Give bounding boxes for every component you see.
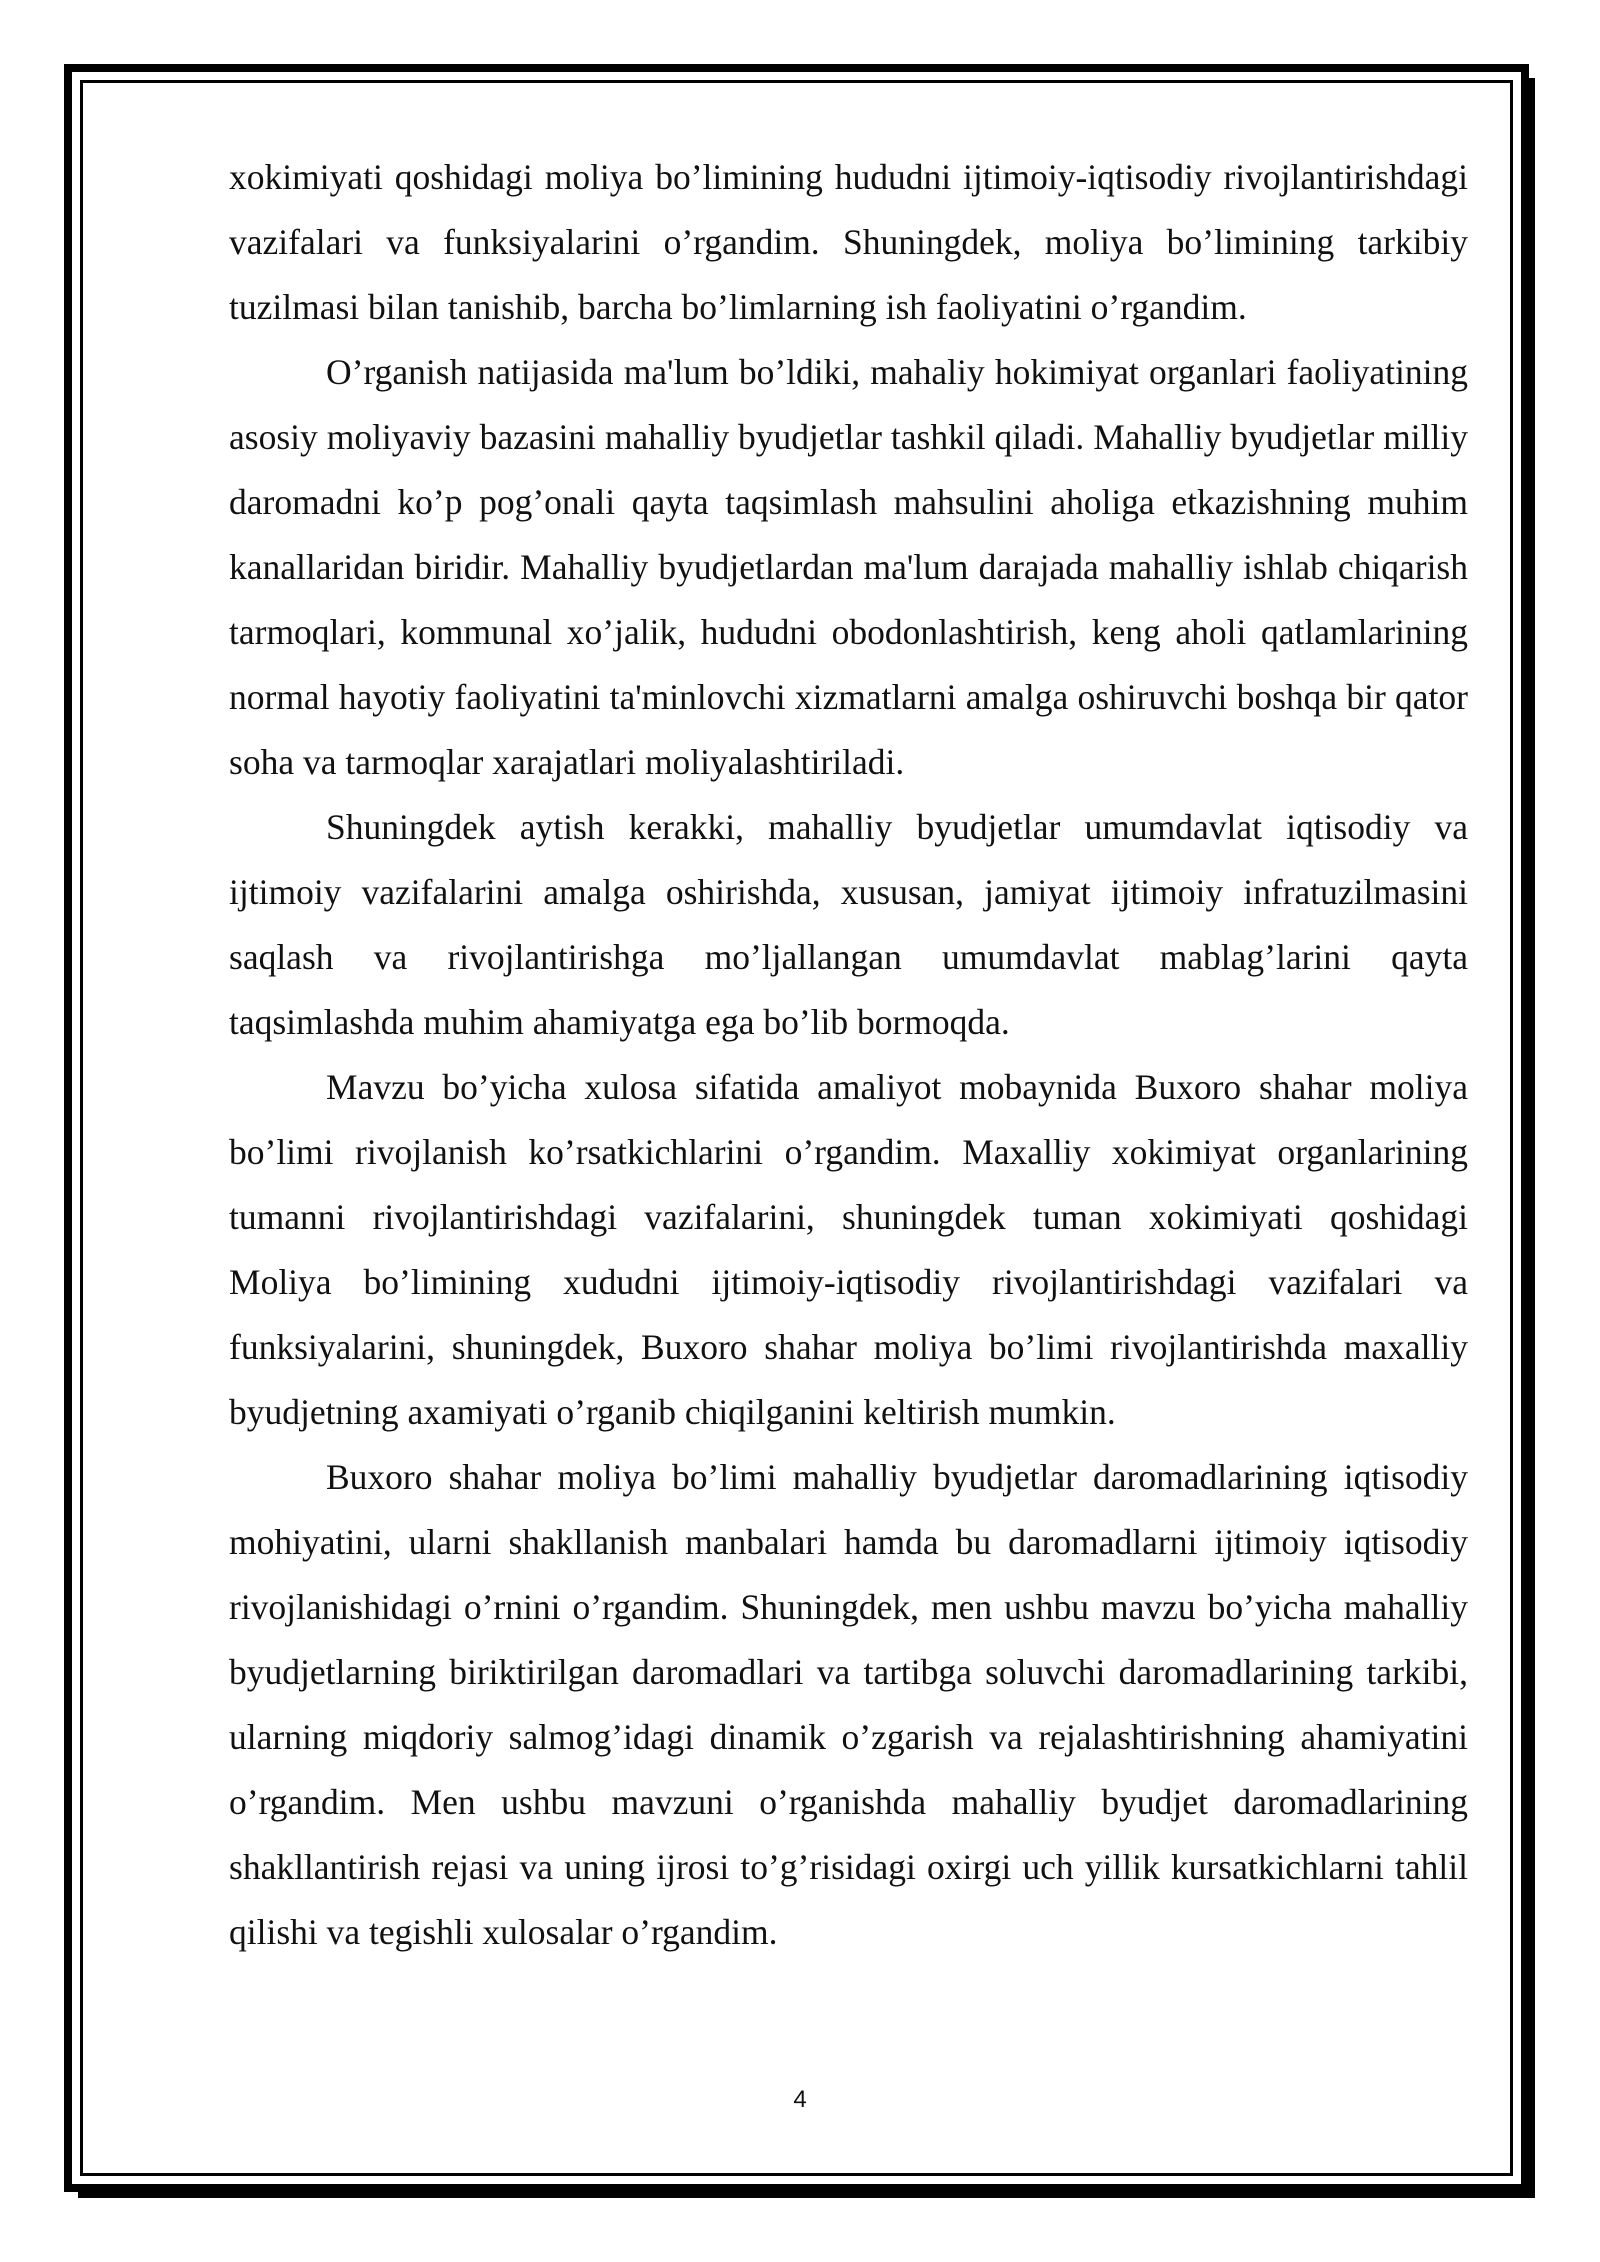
paragraph-1: xokimiyati qoshidagi moliya bo’limining hududni ijtimoiy-iqtisodiy rivojlantirishdagi vazifalari va funksiyalarini o’rgandim. Shuningdek, moliya bo’limining tarkibiy tuzilmasi bilan tanishib, barcha bo’limlarning ish faoliyatini o’rgandim. bbox=[229, 157, 1468, 327]
paragraph-4: Mavzu bo’yicha xulosa sifatida amaliyot mobaynida Buxoro shahar moliya bo’limi rivojlanish ko’rsatkichlarini o’rgandim. Maxalliy xokimiyat organlarining tumanni rivojlantirishdagi vazifalarini, shuningdek tuman xokimiyati qoshidagi Moliya bo’limining xududni ijtimoiy-iqtisodiy rivojlantirishdagi vazifalari va funksiyalarini, shuningdek, Buxoro shahar moliya bo’limi rivojlantirishda maxalliy byudjetning axamiyati o’rganib chiqilganini keltirish mumkin. bbox=[229, 1067, 1468, 1432]
page-number: 4 bbox=[793, 2086, 807, 2113]
paragraph-2: O’rganish natijasida ma'lum bo’ldiki, mahaliy hokimiyat organlari faoliyatining asosiy moliyaviy bazasini mahalliy byudjetlar tashkil qiladi. Mahalliy byudjetlar milliy daromadni ko’p pog’onali qayta taqsimlash mahsulini aholiga etkazishning muhim kanallaridan biridir. Mahalliy byudjetlardan ma'lum darajada mahalliy ishlab chiqarish tarmoqlari, kommunal xo’jalik, hududni obodonlashtirish, keng aholi qatlamlarining normal hayotiy faoliyatini ta'minlovchi xizmatlarni amalga oshiruvchi boshqa bir qator soha va tarmoqlar xarajatlari moliyalashtiriladi. bbox=[229, 352, 1468, 782]
paragraph-5: Buxoro shahar moliya bo’limi mahalliy byudjetlar daromadlarining iqtisodiy mohiyatini, ularni shakllanish manbalari hamda bu daromadlarni ijtimoiy iqtisodiy rivojlanishidagi o’rnini o’rgandim. Shuningdek, men ushbu mavzu bo’yicha mahalliy byudjetlarning biriktirilgan daromadlari va tartibga soluvchi daromadlarining tarkibi, ularning miqdoriy salmog’idagi dinamik o’zgarish va rejalashtirishning ahamiyatini o’rgandim. Men ushbu mavzuni o’rganishda mahalliy byudjet daromadlarining shakllantirish rejasi va uning ijrosi to’g’risidagi oxirgi uch yillik kursatkichlarni tahlil qilishi va tegishli xulosalar o’rgandim. bbox=[229, 1457, 1468, 1952]
page-body bbox=[229, 145, 1468, 1965]
paragraph-3: Shuningdek aytish kerakki, mahalliy byudjetlar umumdavlat iqtisodiy va ijtimoiy vazifalarini amalga oshirishda, xususan, jamiyat ijtimoiy infratuzilmasini saqlash va rivojlantirishga mo’ljallangan umumdavlat mablag’larini qayta taqsimlashda muhim ahamiyatga ega bo’lib bormoqda. bbox=[229, 807, 1468, 1042]
